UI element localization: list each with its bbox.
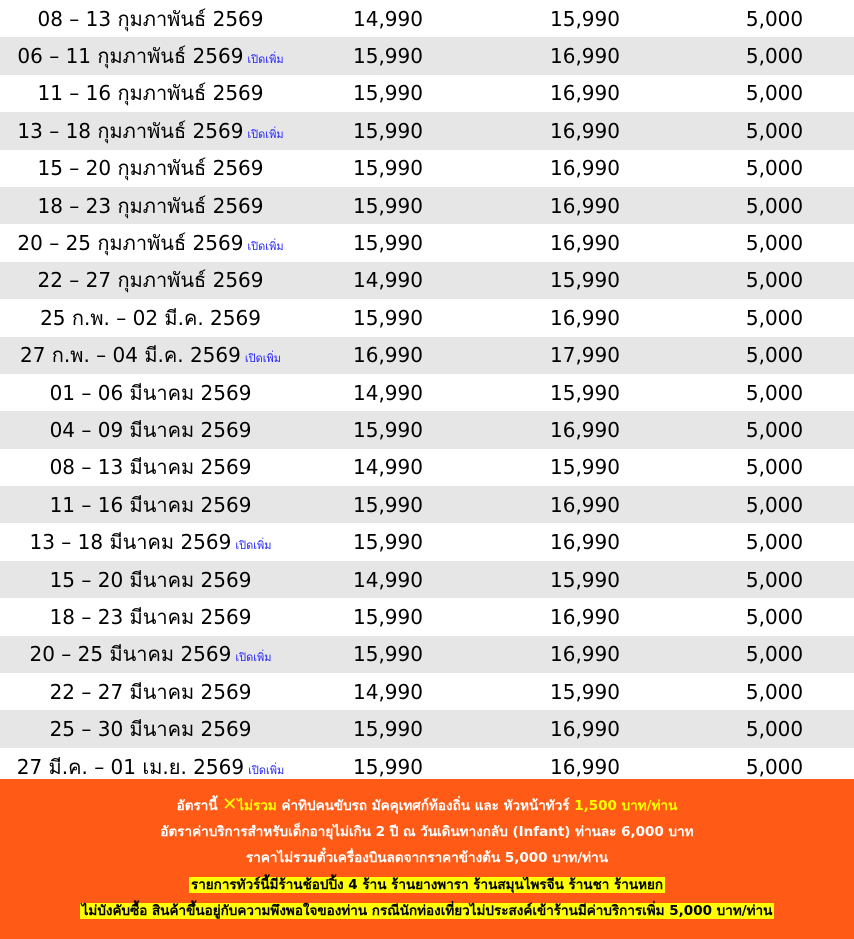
extra-departure-badge: เปิดเพิ่ม xyxy=(235,651,272,665)
tip-note xyxy=(0,792,854,819)
travel-date xyxy=(0,227,301,259)
adult-price: 15,990 xyxy=(353,604,423,629)
table-row xyxy=(0,710,854,747)
travel-date xyxy=(0,264,301,296)
adult-price: 14,990 xyxy=(353,268,423,293)
single-price: 15,990 xyxy=(550,6,620,31)
extra-charge: 5,000 xyxy=(745,193,804,218)
travel-date-text: 15 – 20 มีนาคม 2569 xyxy=(49,567,252,592)
single-price: 15,990 xyxy=(550,268,620,293)
travel-date-text: 22 – 27 มีนาคม 2569 xyxy=(49,679,252,704)
table-row xyxy=(0,224,854,261)
extra-charge: 5,000 xyxy=(745,231,804,256)
extra-departure-badge: เปิดเพิ่ม xyxy=(244,352,282,366)
extra-charge: 5,000 xyxy=(745,268,804,293)
travel-date-text: 25 – 30 มีนาคม 2569 xyxy=(49,717,252,742)
extra-charge: 5,000 xyxy=(745,567,804,592)
extra-charge: 5,000 xyxy=(745,81,804,106)
extra-departure-badge: เปิดเพิ่ม xyxy=(248,763,285,777)
travel-date xyxy=(0,451,301,483)
adult-price: 14,990 xyxy=(353,380,423,405)
tip-note-text: ค่าทิปคนขับรถ มัคคุเทศก์ท้องถิ่น และ หัวหน้าทัวร์ xyxy=(276,798,575,814)
single-price: 16,990 xyxy=(550,492,620,517)
single-price: 15,990 xyxy=(550,380,620,405)
travel-date-text: 11 – 16 กุมภาพันธ์ 2569 xyxy=(37,81,264,106)
table-row xyxy=(0,299,854,336)
shopping-note: รายการทัวร์นี้มีร้านช้อปปิ้ง 4 ร้าน ร้านยางพารา ร้านสมุนไพรจีน ร้านชา ร้านหยก xyxy=(190,876,664,893)
infant-note: อัตราค่าบริการสำหรับเด็กอายุไม่เกิน 2 ปี ณ วันเดินทางกลับ (Infant) ท่านละ 6,000 บาท xyxy=(160,823,694,840)
shopping-fee-note: ไม่บังคับซื้อ สินค้าขึ้นอยู่กับความพึงพอใจของท่าน กรณีนักท่องเที่ยวไม่ประสงค์เข้าร้านมีค่าบริการเพิ่ม 5,000 บาท/ท่าน xyxy=(81,903,773,919)
adult-price: 15,990 xyxy=(353,81,423,106)
single-price: 16,990 xyxy=(550,231,620,256)
single-price: 15,990 xyxy=(550,567,620,592)
adult-price: 15,990 xyxy=(353,642,423,667)
travel-date xyxy=(0,339,301,371)
cross-icon: ✕ xyxy=(222,794,238,815)
travel-date-text: 04 – 09 มีนาคม 2569 xyxy=(49,417,252,442)
adult-price: 16,990 xyxy=(353,343,423,368)
travel-date xyxy=(0,77,301,109)
extra-charge: 5,000 xyxy=(745,492,804,517)
travel-date-text: 11 – 16 มีนาคม 2569 xyxy=(49,492,252,517)
travel-date xyxy=(0,676,301,708)
table-row xyxy=(0,411,854,448)
travel-date xyxy=(0,3,301,35)
travel-date xyxy=(0,190,301,222)
extra-charge: 5,000 xyxy=(745,380,804,405)
travel-date xyxy=(0,713,301,745)
table-row xyxy=(0,598,854,635)
table-row xyxy=(0,337,854,374)
travel-date xyxy=(0,377,301,409)
table-row xyxy=(0,150,854,187)
table-row xyxy=(0,486,854,523)
adult-price: 15,990 xyxy=(353,118,423,143)
table-row xyxy=(0,187,854,224)
travel-date xyxy=(0,638,301,670)
single-price: 16,990 xyxy=(550,417,620,442)
table-row xyxy=(0,262,854,299)
table-row xyxy=(0,37,854,74)
adult-price: 15,990 xyxy=(353,305,423,330)
single-price: 17,990 xyxy=(550,343,620,368)
extra-departure-badge: เปิดเพิ่ม xyxy=(247,53,284,67)
travel-date xyxy=(0,601,301,633)
single-price: 15,990 xyxy=(550,455,620,480)
travel-date xyxy=(0,489,301,521)
travel-date-text: 13 – 18 กุมภาพันธ์ 2569 xyxy=(17,118,244,143)
extra-charge: 5,000 xyxy=(745,305,804,330)
extra-charge: 5,000 xyxy=(745,417,804,442)
shopping-note-line xyxy=(0,872,854,899)
travel-date-text: 15 – 20 กุมภาพันธ์ 2569 xyxy=(37,156,264,181)
adult-price: 14,990 xyxy=(353,6,423,31)
travel-date-text: 22 – 27 กุมภาพันธ์ 2569 xyxy=(37,268,264,293)
travel-date-text: 27 ก.พ. – 04 มี.ค. 2569 xyxy=(19,343,241,368)
travel-date xyxy=(0,751,301,783)
travel-date xyxy=(0,564,301,596)
travel-date-text: 18 – 23 กุมภาพันธ์ 2569 xyxy=(37,193,264,218)
travel-date-text: 01 – 06 มีนาคม 2569 xyxy=(49,380,252,405)
travel-date xyxy=(0,40,301,72)
single-price: 16,990 xyxy=(550,156,620,181)
travel-date-text: 08 – 13 มีนาคม 2569 xyxy=(49,455,252,480)
adult-price: 15,990 xyxy=(353,417,423,442)
adult-price: 15,990 xyxy=(353,717,423,742)
table-row xyxy=(0,523,854,560)
adult-price: 15,990 xyxy=(353,231,423,256)
not-included-label: ไม่รวม xyxy=(237,798,277,814)
table-row xyxy=(0,0,854,37)
travel-date-text: 06 – 11 กุมภาพันธ์ 2569 xyxy=(17,44,244,69)
adult-price: 15,990 xyxy=(353,530,423,555)
single-price: 16,990 xyxy=(550,642,620,667)
adult-price: 15,990 xyxy=(353,754,423,779)
extra-charge: 5,000 xyxy=(745,44,804,69)
travel-date-text: 20 – 25 กุมภาพันธ์ 2569 xyxy=(17,231,244,256)
extra-charge: 5,000 xyxy=(745,717,804,742)
ticket-note: ราคาไม่รวมตั๋วเครื่องบินลดจากราคาข้างต้น 5,000 บาท/ท่าน xyxy=(246,850,608,866)
travel-date-text: 18 – 23 มีนาคม 2569 xyxy=(49,604,252,629)
single-price: 16,990 xyxy=(550,118,620,143)
single-price: 15,990 xyxy=(550,679,620,704)
adult-price: 14,990 xyxy=(353,567,423,592)
adult-price: 14,990 xyxy=(353,455,423,480)
adult-price: 15,990 xyxy=(353,44,423,69)
tip-amount: 1,500 บาท/ท่าน xyxy=(574,798,678,814)
table-row xyxy=(0,561,854,598)
travel-date xyxy=(0,115,301,147)
travel-date-text: 27 มี.ค. – 01 เม.ย. 2569 xyxy=(16,754,245,779)
extra-charge: 5,000 xyxy=(745,343,804,368)
table-row xyxy=(0,374,854,411)
extra-charge: 5,000 xyxy=(745,156,804,181)
conditions-box xyxy=(0,779,854,939)
extra-charge: 5,000 xyxy=(745,754,804,779)
single-price: 16,990 xyxy=(550,305,620,330)
extra-departure-badge: เปิดเพิ่ม xyxy=(235,539,272,553)
travel-date-text: 25 ก.พ. – 02 มี.ค. 2569 xyxy=(40,305,261,330)
travel-date-text: 13 – 18 มีนาคม 2569 xyxy=(29,530,232,555)
table-row xyxy=(0,636,854,673)
extra-charge: 5,000 xyxy=(745,118,804,143)
single-price: 16,990 xyxy=(550,717,620,742)
table-row xyxy=(0,75,854,112)
extra-charge: 5,000 xyxy=(745,642,804,667)
extra-charge: 5,000 xyxy=(745,530,804,555)
extra-departure-badge: เปิดเพิ่ม xyxy=(247,240,284,254)
travel-date xyxy=(0,526,301,558)
single-price: 16,990 xyxy=(550,604,620,629)
single-price: 16,990 xyxy=(550,193,620,218)
single-price: 16,990 xyxy=(550,530,620,555)
extra-charge: 5,000 xyxy=(745,455,804,480)
table-row xyxy=(0,673,854,710)
travel-date-text: 08 – 13 กุมภาพันธ์ 2569 xyxy=(37,6,264,31)
adult-price: 15,990 xyxy=(353,193,423,218)
single-price: 16,990 xyxy=(550,81,620,106)
adult-price: 14,990 xyxy=(353,679,423,704)
table-row xyxy=(0,449,854,486)
travel-date xyxy=(0,414,301,446)
adult-price: 15,990 xyxy=(353,492,423,517)
travel-date xyxy=(0,152,301,184)
single-price: 16,990 xyxy=(550,44,620,69)
table-row xyxy=(0,112,854,149)
single-price: 16,990 xyxy=(550,754,620,779)
extra-charge: 5,000 xyxy=(745,604,804,629)
travel-date xyxy=(0,302,301,334)
tip-note-prefix: อัตรานี้ xyxy=(176,798,223,814)
shopping-fee-note-line xyxy=(0,898,854,925)
extra-charge: 5,000 xyxy=(745,6,804,31)
travel-date-text: 20 – 25 มีนาคม 2569 xyxy=(29,642,232,667)
extra-departure-badge: เปิดเพิ่ม xyxy=(247,127,284,141)
adult-price: 15,990 xyxy=(353,156,423,181)
extra-charge: 5,000 xyxy=(745,679,804,704)
